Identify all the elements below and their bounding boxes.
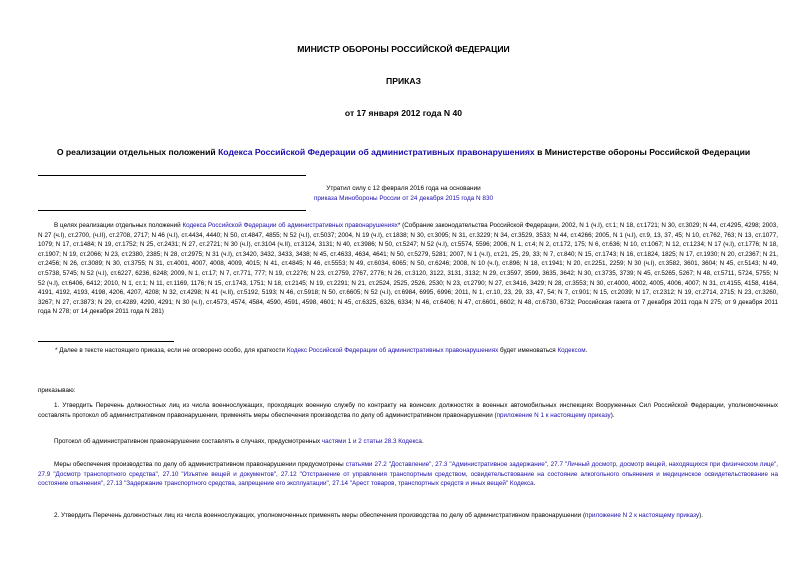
paragraph-4-text: 2. Утвердить Перечень должностных лиц из числа военнослужащих, уполномоченных применять меры обеспечения производства по делу об административном правонарушении ( [54,512,586,519]
paragraph-2-text: Протокол об административном правонарушении составлять в случаях, предусмотренных [54,438,322,445]
paragraph-3-end: . [533,480,536,488]
footnote-divider [38,341,174,342]
repeal-order-link[interactable]: приказа Минобороны России от 24 декабря 2015 года N 830 [313,195,494,202]
title-code-link[interactable]: Кодекса Российской Федерации об административных правонарушениях [218,147,535,157]
appendix-2-link[interactable]: приложение N 2 к настоящему приказу [585,512,700,519]
paragraph-2-end: . [421,438,424,445]
document-title [20,147,787,157]
paragraph-2 [38,437,778,447]
footnote-code-link[interactable]: Кодекс Российской Федерации об административных правонарушениях [286,347,499,354]
document-date-number: от 17 января 2012 года N 40 [344,108,463,118]
article-28-3-link[interactable]: частями 1 и 2 статьи 28.3 Кодекса [321,438,422,445]
footnote-kodeks-link[interactable]: Кодексом [557,347,586,354]
title-prefix: О реализации отдельных положений [56,147,219,157]
paragraph-1 [38,401,778,420]
paragraph-1-end: ). [610,411,615,419]
paragraph-3-text: Меры обеспечения производства по делу об административном правонарушении предусмотрены [54,461,346,468]
paragraph-3 [38,460,778,489]
intro-paragraph [38,221,778,317]
divider-top [38,175,306,176]
title-suffix: в Министерстве обороны Российской Федерации [534,147,751,157]
articles-27-link[interactable]: статьями 27.2 "Доставление", 27.3 "Административное задержание", 27.7 "Личный досмотр, досмотр вещей, находящихся при физическом лице", 27.9 "Досмотр транспортного средства", 27.10 "Изъятие вещей и документов", 27.12 "Отстранение от управления транспортным средством, освидетельствование на состояние алкогольного опьянения и медицинское освидетельствование на состояние опьянения", 27.13 "Задержание транспортного средства, запрещение его эксплуатации", 27.14 "Арест товаров, транспортных средств и иных вещей" Кодекса [38,461,778,488]
document-type: ПРИКАЗ [386,76,421,86]
appendix-1-link[interactable]: приложение N 1 к настоящему приказу [496,411,611,419]
repeal-notice-line2 [0,194,807,204]
divider-bottom [38,210,306,211]
footnote-prefix: * Далее в тексте настоящего приказа, если не оговорено особо, для краткости [55,347,287,354]
repeal-notice-line1: Утратил силу с 12 февраля 2016 года на основании [326,185,481,192]
footnote [55,346,775,356]
paragraph-1-text: 1. Утвердить Перечень должностных лиц из числа военнослужащих, проходящих военную службу по контракту на воинских должностях в военных автомобильных инспекциях Вооруженных Сил Российской Федерации, уполномоченных составлять протокол об административном правонарушении, применять меры обеспечения производства по делу об административном правонарушении ( [38,402,778,419]
ministry-heading: МИНИСТР ОБОРОНЫ РОССИЙСКОЙ ФЕДЕРАЦИИ [297,44,510,54]
paragraph-4-end: ). [699,512,704,519]
footnote-end: . [585,347,588,354]
intro-prefix: В целях реализации отдельных положений [54,222,183,229]
footnote-middle: будет именоваться [498,347,558,354]
intro-citations: * (Собрание законодательства Российской Федерации, 2002, N 1 (ч.I), ст.1; N 18, ст.1721; N 30, ст.3029; N 44, ст.4295, 4298; 2003, N 27 (ч.I), ст.2700, (ч.II), ст.2708, 2717; N 46 (ч.I), ст.4434, 4440; N 50, ст.4847, 4855; N 52 (ч.I), ст.5037; 2004, N 19 (ч.I), ст.1838; N 30, ст.3095; N 31, ст.3229; N 34, ст.3529, 3533; N 44, ст.4266; 2005, N 1 (ч.I), ст.9, 13, 37, 45; N 10, ст.762, 763; N 13, ст.1077, 1079; N 17, ст.1484; N 19, ст.1752; N 25, ст.2431; N 27, ст.2721; N 30 (ч.I), ст.3104 (ч.II), ст.3124, 3131; N 40, ст.3986; N 50, ст.5247; N 52 (ч.I), ст.5574, 5596; 2006, N 1, ст.4; N 2, ст.172, 175; N 6, ст.636; N 10, ст.1067; N 12, ст.1234; N 17 (ч.I), ст.1776; N 18, ст.1907; N 19, ст.2066; N 23, ст.2380, 2385; N 28, ст.2975; N 31 (ч.I), ст.3420, 3432, 3433, 3438; N 45, ст.4633, 4634, 4641; N 50, ст.5279, 5281; 2007, N 1 (ч.I), ст.21, 25, 29, 33; N 7, ст.840; N 15, ст.1743; N 16, ст.1824, 1825; N 17, ст.1930; N 20, ст.2367; N 21, ст.2456; N 26, ст.3089; N 30, ст.3755; N 31, ст.4001, 4007, 4008, 4009, 4015; N 41, ст.4845; N 46, ст.5553; N 49, ст.6034, 6065; N 50, ст.6246; 2008, N 10 (ч.I), ст.896; N 18, ст.1941; N 20, ст.2251, 2259; N 30 (ч.I), ст.3582, 3601, 3604; N 45, ст.5143; N 49, ст.5738, 5745; N 52 (ч.I), ст.6227, 6236, 6248; 2009, N 1, ст.17; N 7, ст.771, 777; N 19, ст.2276; N 23, ст.2759, 2767, 2776; N 26, ст.3120, 3122, 3131, 3132; N 29, ст.3597, 3599, 3635, 3642; N 30, ст.3735, 3739; N 45, ст.5265, 5267; N 48, ст.5711, 5724, 5755; N 52 (ч.I), ст.6406, 6412; 2010, N 1, ст.1; N 11, ст.1169, 1176; N 15, ст.1743, 1751; N 18, ст.2145; N 19, ст.2291; N 21, ст.2524, 2525, 2526, 2530; N 23, ст.2790; N 27, ст.3416, 3429; N 28, ст.3553; N 30, ст.4000, 4002, 4005, 4006, 4007; N 31, ст.4155, 4158, 4164, 4191, 4192, 4193, 4198, 4206, 4207, 4208; N 32, ст.4298; N 41 (ч.II), ст.5192, 5193; N 46, ст.5918; N 50, ст.6605; N 52 (ч.I), ст.6984, 6995, 6996; 2011, N 1, ст.10, 23, 29, 33, 47, 54; N 7, ст.901; N 15, ст.2039; N 17, ст.2312; N 19, ст.2714, 2715; N 23, ст.3260, 3267; N 27, ст.3873; N 29, ст.4289, 4290, 4291; N 30 (ч.I), ст.4573, 4574, 4584, 4590, 4591, 4598, 4601; N 45, ст.6325, 6326, 6334; N 46, ст.6406; N 47, ст.6601, 6602; N 48, ст.6730, 6732; Российская газета от 7 декабря 2011 года N 275; от 9 декабря 2011 года N 278; от 14 декабря 2011 года N 281) [38,222,779,316]
paragraph-4 [38,511,778,521]
intro-code-link[interactable]: Кодекса Российской Федерации об административных правонарушениях [182,222,398,229]
order-word: приказываю: [38,387,76,394]
